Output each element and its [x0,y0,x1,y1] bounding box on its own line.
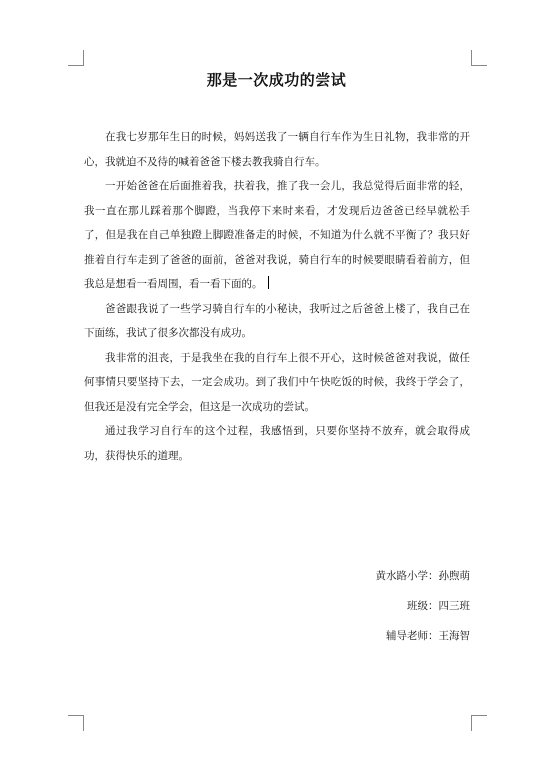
margin-corner-bottom-left [68,715,84,731]
paragraph-5: 通过我学习自行车的这个过程，我感悟到，只要你坚持不放弃，就会取得成功，获得快乐的道理。 [84,425,470,462]
paragraph-2 [84,174,470,297]
document-body[interactable] [84,125,470,468]
signature-teacher: 辅导老师：王海智 [386,630,470,642]
margin-corner-bottom-right [471,715,487,731]
signature-class: 班级：四三班 [407,600,470,612]
paragraph-4: 我非常的沮丧，于是我坐在我的自行车上很不开心，这时候爸爸对我说，做任何事情只要坚持下去，一定会成功。到了我们中午快吃饭的时候，我终于学会了，但我还是没有完全学会，但这是一次成功的尝试。 [84,351,470,413]
paragraph-3: 爸爸跟我说了一些学习骑自行车的小秘诀，我听过之后爸爸上楼了，我自己在下面练，我试了很多次都没有成功。 [84,302,470,339]
document-title: 那是一次成功的尝试 [206,71,347,89]
text-cursor [268,276,269,289]
paragraph-1: 在我七岁那年生日的时候，妈妈送我了一辆自行车作为生日礼物，我非常的开心，我就迫不及待的喊着爸爸下楼去教我骑自行车。 [84,131,470,168]
margin-corner-top-left [68,50,84,66]
paragraph-2-text: 一开始爸爸在后面推着我，扶着我，推了我一会儿，我总觉得后面非常的轻，我一直在那儿踩着那个脚蹬，当我停下来时来看，才发现后边爸爸已经早就松手了，但是我在自己单独蹬上脚蹬准备走的时候，不知道为什么就不平衡了？我只好推着自行车走到了爸爸的面前，爸爸对我说，骑自行车的时候要眼睛看着前方，但我总是想看一看周围，看一看下面的。 [84,180,470,290]
signature-school: 黄水路小学：孙煦萌 [375,570,470,582]
margin-corner-top-right [471,50,487,66]
